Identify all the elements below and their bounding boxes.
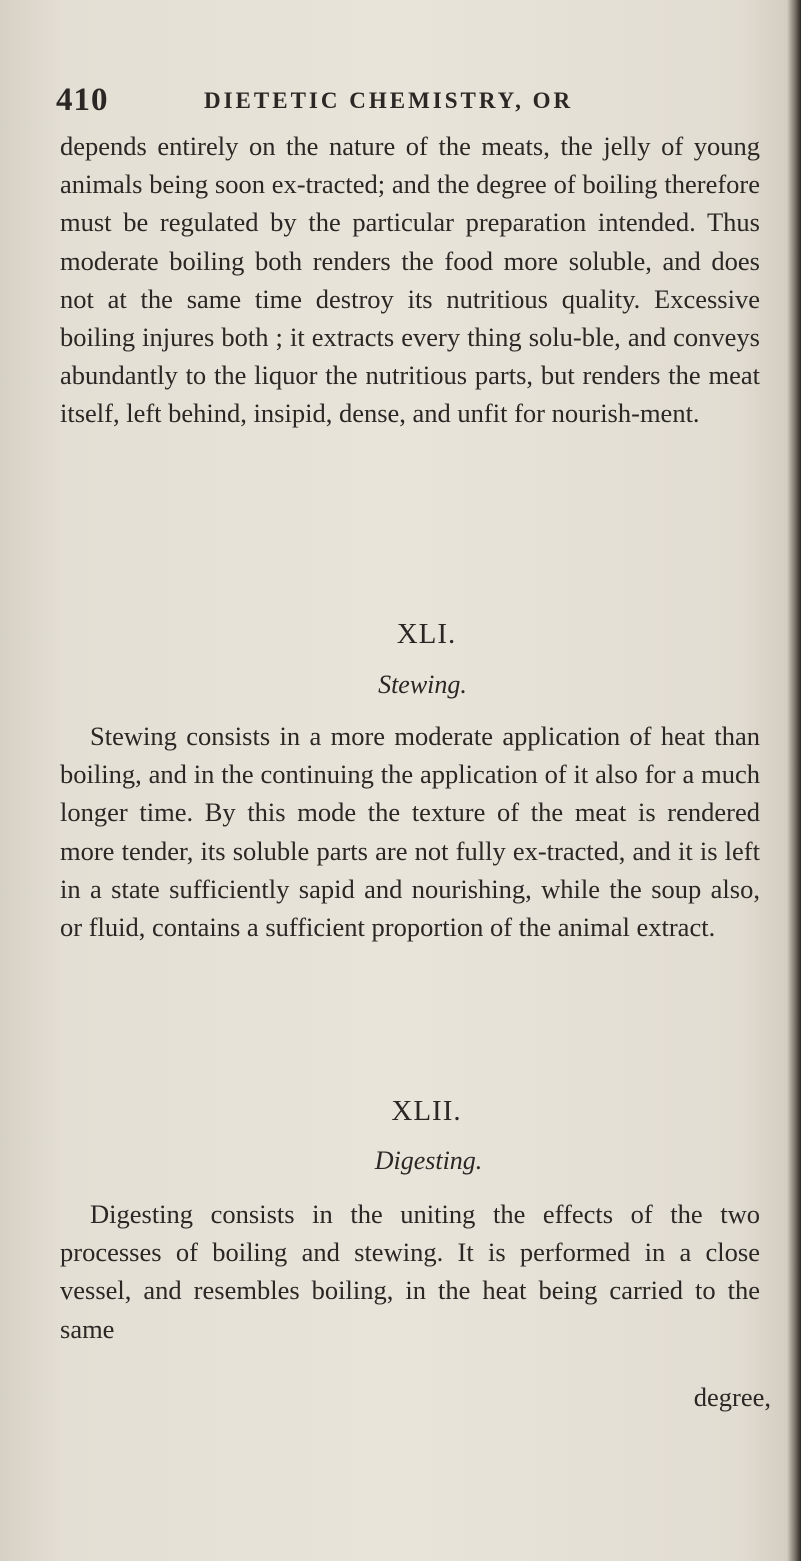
section-number-41: XLI. (396, 618, 457, 650)
section-number-42: XLII. (391, 1095, 462, 1127)
paragraph-boiling-continued: depends entirely on the nature of the meats, the jelly of young animals being soon ex-tracted; and the degree of boiling therefore must be regulated by the particular preparation intended. Thus moderate boiling both renders the food more soluble, and does not at the same time destroy its nutritious quality. Excessive boiling injures both ; it extracts every thing solu-ble, and conveys abundantly to the liquor the nutritious parts, but renders the meat itself, left behind, insipid, dense, and unfit for nourish-ment. (60, 131, 760, 429)
paragraph-stewing: Stewing consists in a more moderate application of heat than boiling, and in the continuing the application of it also for a much longer time. By this mode the texture of the meat is rendered more tender, its soluble parts are not fully ex-tracted, and it is left in a state sufficiently sapid and nourishing, while the soup also, or fluid, contains a sufficient proportion of the animal extract. (60, 721, 760, 943)
section-title-digesting: Digesting. (374, 1146, 483, 1175)
section-title-stewing: Stewing. (378, 670, 467, 699)
running-head-title: DIETETIC CHEMISTRY, OR (204, 88, 574, 113)
page-number: 410 (56, 82, 109, 118)
catchword: degree, (693, 1382, 771, 1412)
running-head (56, 82, 616, 122)
paragraph-digesting: Digesting consists in the uniting the effects of the two processes of boiling and stewing. It is performed in a close vessel, and resembles boiling, in the heat being carried to the same (60, 1199, 760, 1344)
page-edge-shadow (787, 0, 801, 1561)
